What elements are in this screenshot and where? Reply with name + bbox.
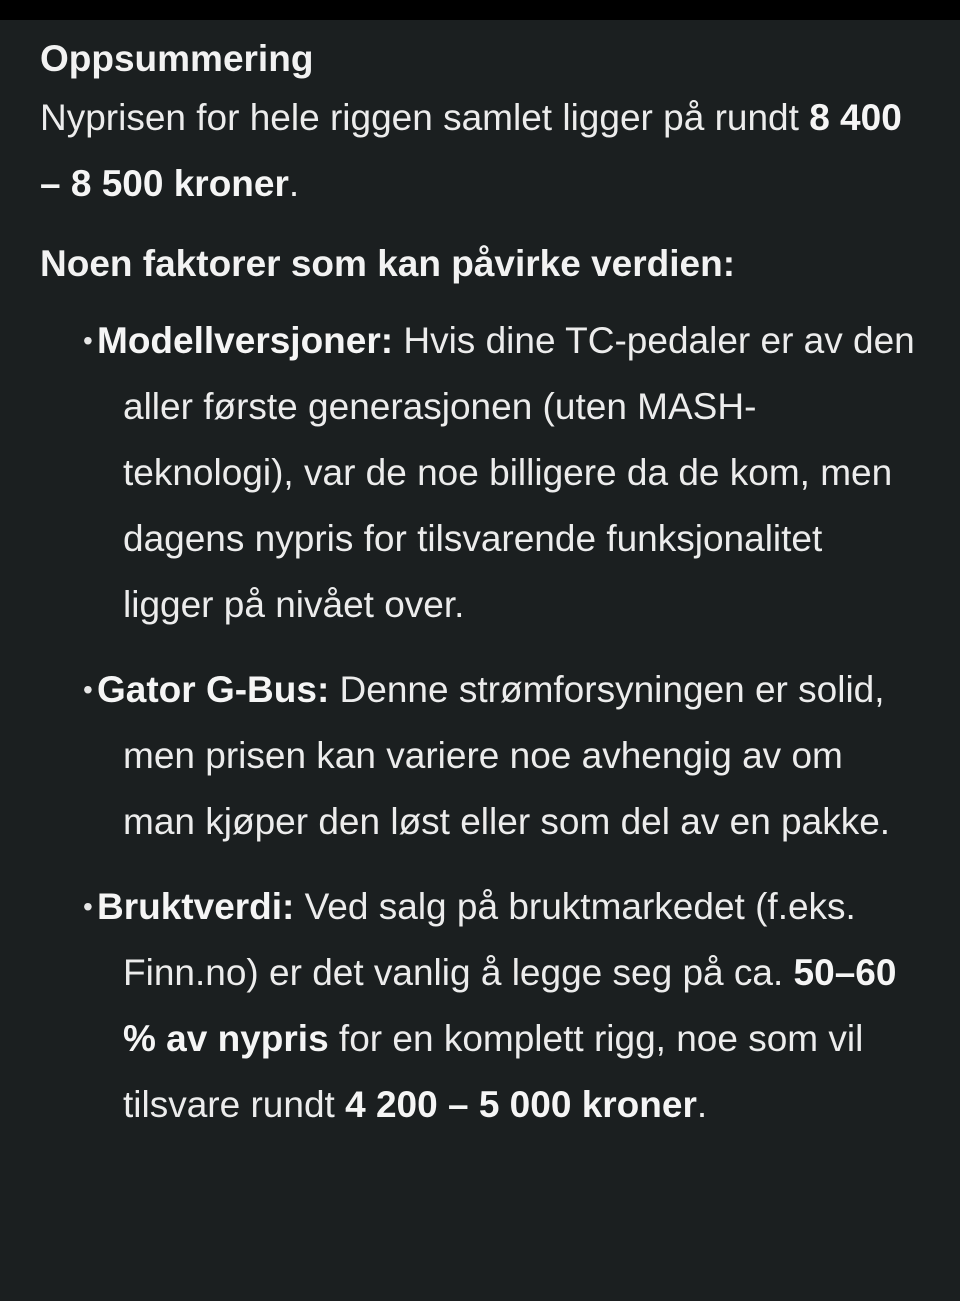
list-item-body: for en komplett rigg, noe som vil tilsvare rundt: [123, 1018, 864, 1125]
list-item-label: Gator G-Bus:: [97, 669, 330, 710]
factors-list: [40, 308, 920, 1138]
list-item-body: Hvis dine TC-pedaler er av den aller første generasjonen (uten MASH-teknologi), var de noe billigere da de kom, men dagens nypris for tilsvarende funksjonalitet ligger på nivået over.: [123, 320, 915, 625]
list-item: [40, 874, 920, 1138]
list-item-label: Bruktverdi:: [97, 886, 295, 927]
list-item: [40, 308, 920, 638]
summary-text: Nyprisen for hele riggen samlet ligger på rundt: [40, 97, 810, 138]
used-value-price: 4 200 – 5 000 kroner: [345, 1084, 697, 1125]
list-item: [40, 657, 920, 855]
bullet-icon: •: [83, 891, 93, 922]
list-item-body: Denne strømforsyningen er solid, men prisen kan variere noe avhengig av om man kjøper den løst eller som del av en pakke.: [123, 669, 891, 842]
list-item-text: [97, 657, 920, 855]
message-content: [0, 37, 960, 1138]
factors-heading: Noen faktorer som kan påvirke verdien:: [40, 243, 736, 284]
list-item-text: [97, 308, 920, 638]
bullet-icon: •: [83, 674, 93, 705]
list-item-label: Modellversjoner:: [97, 320, 394, 361]
used-value-percentage: 50–60 % av nypris: [123, 952, 897, 1059]
summary-heading: Oppsummering: [40, 38, 314, 79]
list-item-period: .: [696, 1084, 708, 1125]
summary-period: .: [288, 163, 300, 204]
list-item-body: Ved salg på bruktmarkedet (f.eks. Finn.no) er det vanlig å legge seg på ca.: [123, 886, 856, 993]
list-item-text: [97, 874, 920, 1138]
summary-paragraph: [40, 85, 920, 217]
bullet-icon: •: [83, 325, 93, 356]
top-status-bar: [0, 0, 960, 20]
summary-price: 8 400 – 8 500 kroner: [40, 97, 902, 204]
